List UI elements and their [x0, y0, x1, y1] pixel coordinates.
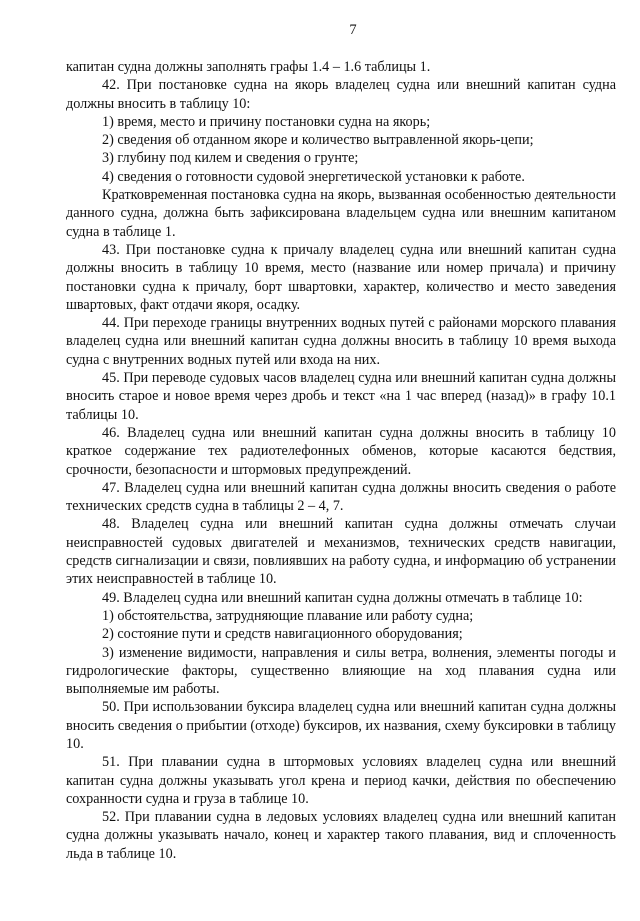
paragraph: 49. Владелец судна или внешний капитан судна должны отмечать в таблице 10: — [102, 589, 583, 606]
paragraph: 52. При плавании судна в ледовых условиях владелец судна или внешний капитан судна должны указывать начало, конец и характер такого плавания, вид и сплоченность льда в таблице 10. — [66, 809, 616, 862]
paragraph: 50. При использовании буксира владелец судна или внешний капитан судна должны вносить сведения о прибытии (отходе) буксиров, их названия, схему буксировки в таблицу 10. — [66, 699, 616, 752]
paragraph: 42. При постановке судна на якорь владелец судна или внешний капитан судна должны вносить в таблицу 10: — [66, 77, 616, 112]
paragraph: 3) глубину под килем и сведения о грунте; — [102, 150, 359, 167]
paragraph: 3) изменение видимости, направления и силы ветра, волнения, элементы погоды и гидрологические факторы, существенно влияющие на ход плавания судна или выполняемые им работы. — [66, 644, 616, 698]
paragraph: 1) обстоятельства, затрудняющие плавание или работу судна; — [102, 607, 474, 624]
paragraph: 48. Владелец судна или внешний капитан судна должны отмечать случаи неисправностей судовых двигателей и механизмов, технических средств навигации, средств сигнализации и связи, повлиявших на работу судна, и информацию об устранении этих неисправностей в таблице 10. — [66, 516, 616, 588]
paragraph: 44. При переходе границы внутренних водных путей с районами морского плавания владелец судна или внешний капитан судна должны вносить в таблицу 10 время выхода судна с внутренних водных путей или входа на них. — [66, 315, 616, 368]
document-body — [66, 58, 616, 863]
paragraph: 47. Владелец судна или внешний капитан судна должны вносить сведения о работе технических средств судна в таблицы 2 – 4, 7. — [66, 479, 616, 515]
paragraph: 1) время, место и причину постановки судна на якорь; — [102, 113, 431, 130]
paragraph: 2) состояние пути и средств навигационного оборудования; — [102, 626, 463, 643]
paragraph: 4) сведения о готовности судовой энергетической установки к работе. — [102, 168, 525, 185]
paragraph: 45. При переводе судовых часов владелец судна или внешний капитан судна должны вносить старое и новое время через дробь и текст «на 1 час вперед (назад)» в графу 10.1 таблицы 10. — [66, 370, 616, 423]
paragraph: 43. При постановке судна к причалу владелец судна или внешний капитан судна должны вносить в таблицу 10 время, место (название или номер причала) и причину постановки судна к причалу, борт швартовки, характер, количество и место заведения швартовых, факт отдачи якоря, осадку. — [66, 241, 616, 313]
paragraph: 46. Владелец судна или внешний капитан судна должны вносить в таблицу 10 краткое содержание тех радиотелефонных обменов, которые касаются бедствия, срочности, безопасности и штормовых предупреждений. — [66, 424, 616, 478]
page-number: 7 — [349, 22, 357, 38]
paragraph: капитан судна должны заполнять графы 1.4 – 1.6 таблицы 1. — [66, 59, 431, 75]
paragraph: Кратковременная постановка судна на якорь, вызванная особенностью деятельности данного судна, должна быть зафиксирована владельцем судна или внешним капитаном судна в таблице 1. — [66, 187, 616, 240]
paragraph: 2) сведения об отданном якоре и количество вытравленной якорь-цепи; — [102, 132, 534, 149]
paragraph: 51. При плавании судна в штормовых условиях владелец судна или внешний капитан судна должны указывать угол крена и период качки, действия по обеспечению сохранности судна и груза в таблице 10. — [66, 754, 616, 807]
